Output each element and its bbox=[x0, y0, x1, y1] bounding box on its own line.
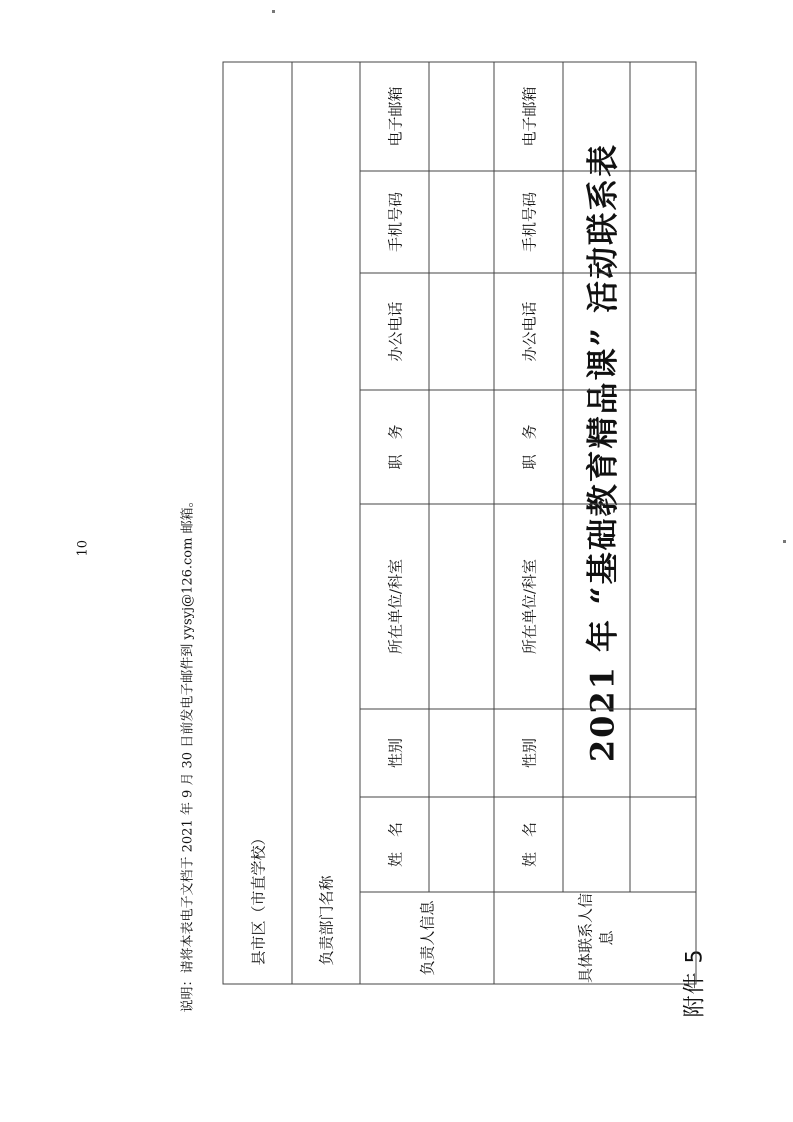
blank-cell[interactable] bbox=[563, 709, 629, 797]
col-position: 职 务 bbox=[359, 390, 428, 504]
blank-cell[interactable] bbox=[563, 390, 629, 504]
table-row-county bbox=[223, 61, 292, 983]
col-unit: 所在单位/科室 bbox=[494, 504, 563, 709]
col-office-phone: 办公电话 bbox=[359, 273, 428, 390]
county-label: 县市区（市直学校） bbox=[223, 61, 292, 983]
table-row-head-header bbox=[359, 61, 428, 983]
blank-cell[interactable] bbox=[629, 390, 695, 504]
blank-cell[interactable] bbox=[429, 171, 494, 273]
blank-cell[interactable] bbox=[429, 797, 494, 892]
scan-speck bbox=[783, 540, 786, 543]
contact-form-table bbox=[222, 61, 696, 984]
blank-cell[interactable] bbox=[629, 709, 695, 797]
contact-info-label: 具体联系人信息 bbox=[494, 892, 696, 984]
blank-cell[interactable] bbox=[629, 171, 695, 273]
department-label: 负责部门名称 bbox=[292, 61, 360, 983]
head-info-label: 负责人信息 bbox=[359, 892, 493, 984]
attachment-label: 附件 5 bbox=[682, 948, 707, 1017]
col-unit: 所在单位/科室 bbox=[359, 504, 428, 709]
blank-cell[interactable] bbox=[563, 504, 629, 709]
table-row-department bbox=[292, 61, 360, 983]
blank-cell[interactable] bbox=[563, 273, 629, 390]
blank-cell[interactable] bbox=[429, 390, 494, 504]
blank-cell[interactable] bbox=[629, 797, 695, 892]
col-position: 职 务 bbox=[494, 390, 563, 504]
blank-cell[interactable] bbox=[629, 273, 695, 390]
col-name: 姓 名 bbox=[494, 797, 563, 892]
col-gender: 性别 bbox=[359, 709, 428, 797]
footnote: 说明：请将本表电子文档于 2021 年 9 月 30 日前发电子邮件到 yysyj@126.com 邮箱。 bbox=[180, 493, 195, 1012]
blank-cell[interactable] bbox=[629, 61, 695, 170]
blank-cell[interactable] bbox=[429, 709, 494, 797]
blank-cell[interactable] bbox=[629, 504, 695, 709]
col-office-phone: 办公电话 bbox=[494, 273, 563, 390]
table-row-contact-header bbox=[494, 61, 563, 983]
scan-speck bbox=[272, 10, 275, 13]
table-row-head-blank bbox=[429, 61, 494, 983]
col-name: 姓 名 bbox=[359, 797, 428, 892]
col-mobile: 手机号码 bbox=[494, 171, 563, 273]
blank-cell[interactable] bbox=[563, 61, 629, 170]
blank-cell[interactable] bbox=[429, 61, 494, 170]
table-row-contact-blank bbox=[563, 61, 629, 983]
col-mobile: 手机号码 bbox=[359, 171, 428, 273]
col-gender: 性别 bbox=[494, 709, 563, 797]
page-number: 10 bbox=[75, 539, 90, 556]
blank-cell[interactable] bbox=[563, 171, 629, 273]
blank-cell[interactable] bbox=[429, 273, 494, 390]
col-email: 电子邮箱 bbox=[359, 61, 428, 170]
table-row-contact-blank bbox=[629, 61, 695, 983]
col-email: 电子邮箱 bbox=[494, 61, 563, 170]
blank-cell[interactable] bbox=[429, 504, 494, 709]
page-title: 2021 年 “基础教育精品课” 活动联系表 bbox=[583, 142, 621, 762]
blank-cell[interactable] bbox=[563, 797, 629, 892]
